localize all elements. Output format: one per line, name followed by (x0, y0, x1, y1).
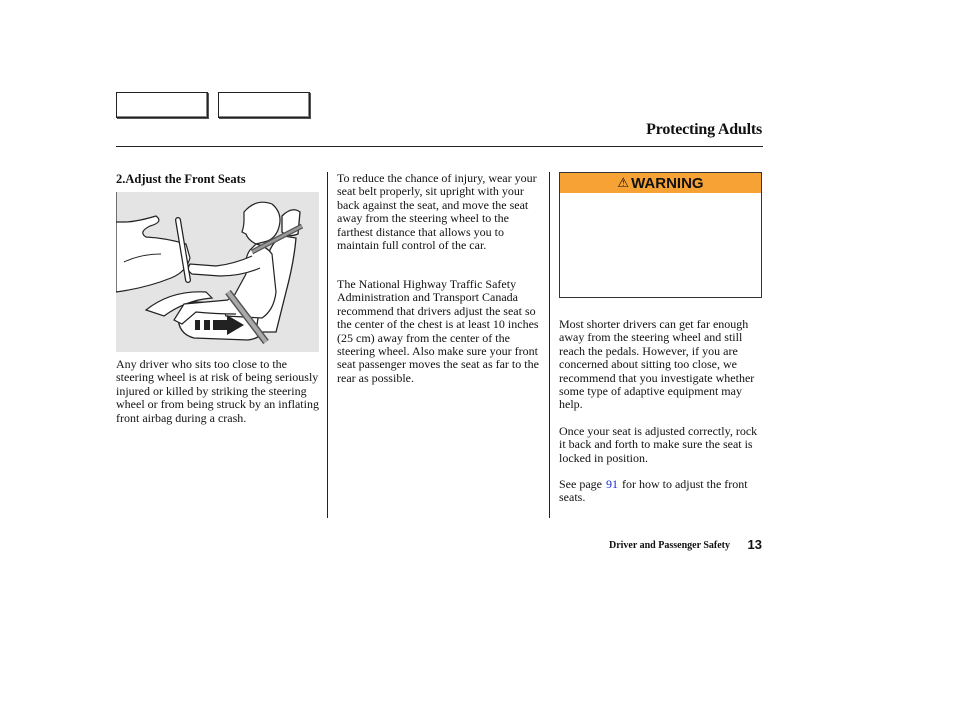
section-title: 2.Adjust the Front Seats (116, 172, 246, 186)
seat-adjust-drawing (116, 192, 319, 352)
see-page-suffix: for how to adjust the front seats. (559, 477, 748, 505)
warning-box (559, 172, 762, 298)
warning-label: WARNING (631, 174, 704, 192)
column-divider-right (549, 172, 550, 518)
page-number: 13 (747, 537, 762, 552)
middle-paragraph-2: The National Highway Traffic Safety Administration and Transport Canada recommend that drivers adjust the seat so the center of the chest is at least 10 inches (25 cm) away from the center of the steering wheel. Also make sure your front seat passenger moves the seat as far to the rear as possible. (337, 277, 539, 385)
footer-section-name: Driver and Passenger Safety (608, 540, 730, 551)
previous-page-button[interactable] (116, 92, 208, 118)
warning-triangle-icon: ⚠ (617, 175, 630, 190)
header-rule (116, 146, 763, 147)
warning-header (560, 173, 761, 193)
right-paragraph-3 (559, 478, 764, 505)
page-title: Protecting Adults (646, 121, 762, 138)
column-divider-left (327, 172, 328, 518)
right-paragraph-1: Most shorter drivers can get far enough away from the steering wheel and still reach the pedals. However, if you are concerned about sitting too close, we recommend that you investigate whether some type of adaptive equipment may help. (559, 317, 755, 412)
left-paragraph: Any driver who sits too close to the steering wheel is at risk of being seriously injured or killed by striking the steering wheel or from being struck by an inflating front airbag during a crash. (116, 357, 319, 425)
driver-seat-illustration (116, 192, 319, 352)
page-91-link[interactable]: 91 (605, 477, 618, 491)
right-paragraph-2: Once your seat is adjusted correctly, rock it back and forth to make sure the seat is locked in position. (559, 424, 758, 465)
next-page-button[interactable] (218, 92, 310, 118)
see-page-prefix: See page (559, 477, 602, 491)
middle-paragraph-1: To reduce the chance of injury, wear your seat belt properly, sit upright with your back against the seat, and move the seat away from the steering wheel to the farthest distance that allows you to maintain full control of the car. (337, 171, 537, 253)
